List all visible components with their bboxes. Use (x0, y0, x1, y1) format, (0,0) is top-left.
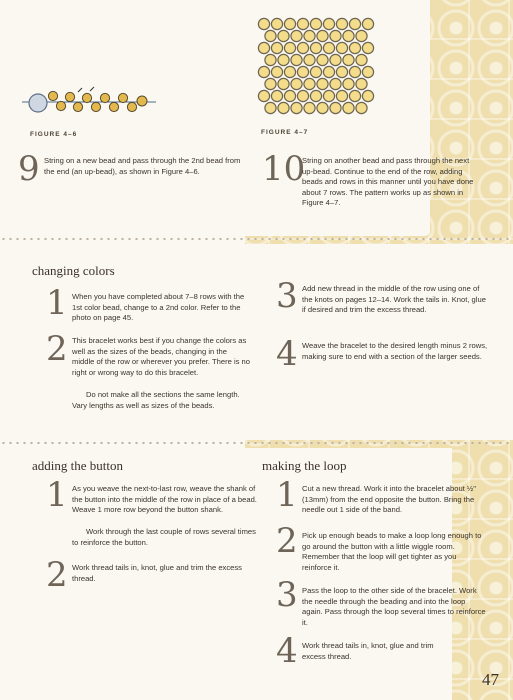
bead (278, 54, 289, 65)
loop-step-1-text: Cut a new thread. Work it into the bracelet about ½" (13mm) from the end opposite the button. Bring the needle out 1 side of the band. (302, 484, 476, 515)
button-step-2-number: 2 (46, 555, 68, 595)
bead (343, 102, 354, 113)
color-step-4-number: 4 (276, 334, 298, 374)
button-step-2-text: Work thread tails in, knot, glue and trim the excess thread. (72, 563, 242, 583)
bead (278, 102, 289, 113)
bead (349, 66, 360, 77)
loop-step-2-text: Pick up enough beads to make a loop long enough to go around the button with a little wiggle room. Remember that the loop will get tighter as you reinforce it. (302, 531, 482, 572)
button-step-1-note: Work through the last couple of rows several times to reinforce the button. (72, 527, 256, 547)
loop-step-4-number: 4 (276, 631, 298, 671)
bead (317, 78, 328, 89)
step-9-text: String on a new bead and pass through the 2nd bead from the end (an up-bead), as shown in Figure 4–6. (44, 156, 241, 176)
bead (317, 54, 328, 65)
figure-4-7-bead-grid (256, 16, 376, 122)
bead (330, 102, 341, 113)
bead (304, 102, 315, 113)
bead (310, 42, 321, 53)
bead (284, 66, 295, 77)
bead (310, 18, 321, 29)
bead (323, 18, 334, 29)
bead (330, 78, 341, 89)
loop-step-2-number: 2 (276, 521, 298, 561)
bead (265, 102, 276, 113)
bead (258, 18, 269, 29)
bead (271, 66, 282, 77)
bead (310, 90, 321, 101)
bead (317, 102, 328, 113)
loop-step-3-text: Pass the loop to the other side of the bracelet. Work the needle through the beading and into the loop again. Pass through the loop several times to reinforce it. (302, 586, 486, 627)
bead (297, 42, 308, 53)
bead (362, 42, 373, 53)
button-step-1-number: 1 (46, 475, 68, 515)
bead (291, 102, 302, 113)
bead (278, 30, 289, 41)
color-step-2-number: 2 (46, 329, 68, 369)
color-step-2-text: This bracelet works best if you change the colors as well as the sizes of the beads, changing in the middle of the row or wherever you prefer. There is no right or wrong way to do this bracelet. (72, 336, 250, 377)
adding-button-heading: adding the button (32, 458, 123, 473)
bead (258, 42, 269, 53)
bead (362, 18, 373, 29)
bead (343, 54, 354, 65)
bead (356, 102, 367, 113)
bead (330, 30, 341, 41)
bead (271, 18, 282, 29)
bead (310, 66, 321, 77)
bead (265, 78, 276, 89)
bead (323, 90, 334, 101)
changing-colors-heading: changing colors (32, 263, 115, 278)
bead (356, 78, 367, 89)
color-step-3-number: 3 (276, 276, 298, 316)
bead (297, 66, 308, 77)
bead (343, 78, 354, 89)
bead (356, 54, 367, 65)
bead (356, 30, 367, 41)
bead (291, 30, 302, 41)
figure-4-6-label: FIGURE 4–6 (30, 131, 78, 138)
making-loop-heading: making the loop (262, 458, 347, 473)
bead (291, 78, 302, 89)
button-step-1-text: As you weave the next-to-last row, weave the shank of the button into the middle of the row in place of a bead. Weave 1 more row beyond the button shank. (72, 484, 257, 515)
step-10-text: String on another bead and pass through the next up-bead. Continue to the end of the row, adding beads and rows in this manner until you have done about 7 rows. The pattern works up as shown in Figure 4–7. (302, 156, 474, 208)
bead (304, 30, 315, 41)
color-step-3-text: Add new thread in the middle of the row using one of the knots on pages 12–14. Work the tails in. Knot, glue if desired and trim the excess thread. (302, 284, 486, 315)
bead (317, 30, 328, 41)
step-9-number: 9 (18, 149, 40, 189)
bead (323, 66, 334, 77)
bead (336, 90, 347, 101)
color-step-1-text: When you have completed about 7–8 rows with the 1st color bead, change to a 2nd color. Refer to the photo on page 45. (72, 292, 245, 323)
loop-step-4-text: Work thread tails in, knot, glue and trim excess thread. (302, 641, 434, 661)
bead (336, 18, 347, 29)
figure-4-7-label: FIGURE 4–7 (261, 129, 309, 136)
loop-step-3-number: 3 (276, 575, 298, 615)
bead (297, 18, 308, 29)
color-step-4-text: Weave the bracelet to the desired length minus 2 rows, making sure to end with a section of the larger seeds. (302, 341, 488, 361)
bead (265, 30, 276, 41)
bead (330, 54, 341, 65)
bead (362, 90, 373, 101)
page-number: 47 (482, 670, 499, 689)
bead (323, 42, 334, 53)
bead (304, 78, 315, 89)
figure-4-6-illustration (18, 86, 158, 118)
bead (271, 42, 282, 53)
bead (349, 90, 360, 101)
bead (336, 66, 347, 77)
section-divider (0, 238, 513, 240)
loop-step-1-number: 1 (276, 475, 298, 515)
bead (258, 90, 269, 101)
bead (265, 54, 276, 65)
bead (349, 18, 360, 29)
bead (271, 90, 282, 101)
bead (284, 18, 295, 29)
bead (291, 54, 302, 65)
bead (284, 90, 295, 101)
bead (343, 30, 354, 41)
bead (297, 90, 308, 101)
bead (284, 42, 295, 53)
section-divider (0, 442, 513, 444)
bead (304, 54, 315, 65)
bead (336, 42, 347, 53)
bead (258, 66, 269, 77)
bead (349, 42, 360, 53)
color-step-1-number: 1 (46, 283, 68, 323)
step-10-number: 10 (262, 149, 306, 189)
bead (278, 78, 289, 89)
bead (362, 66, 373, 77)
color-step-2-note: Do not make all the sections the same length. Vary lengths as well as sizes of the beads. (72, 390, 240, 410)
